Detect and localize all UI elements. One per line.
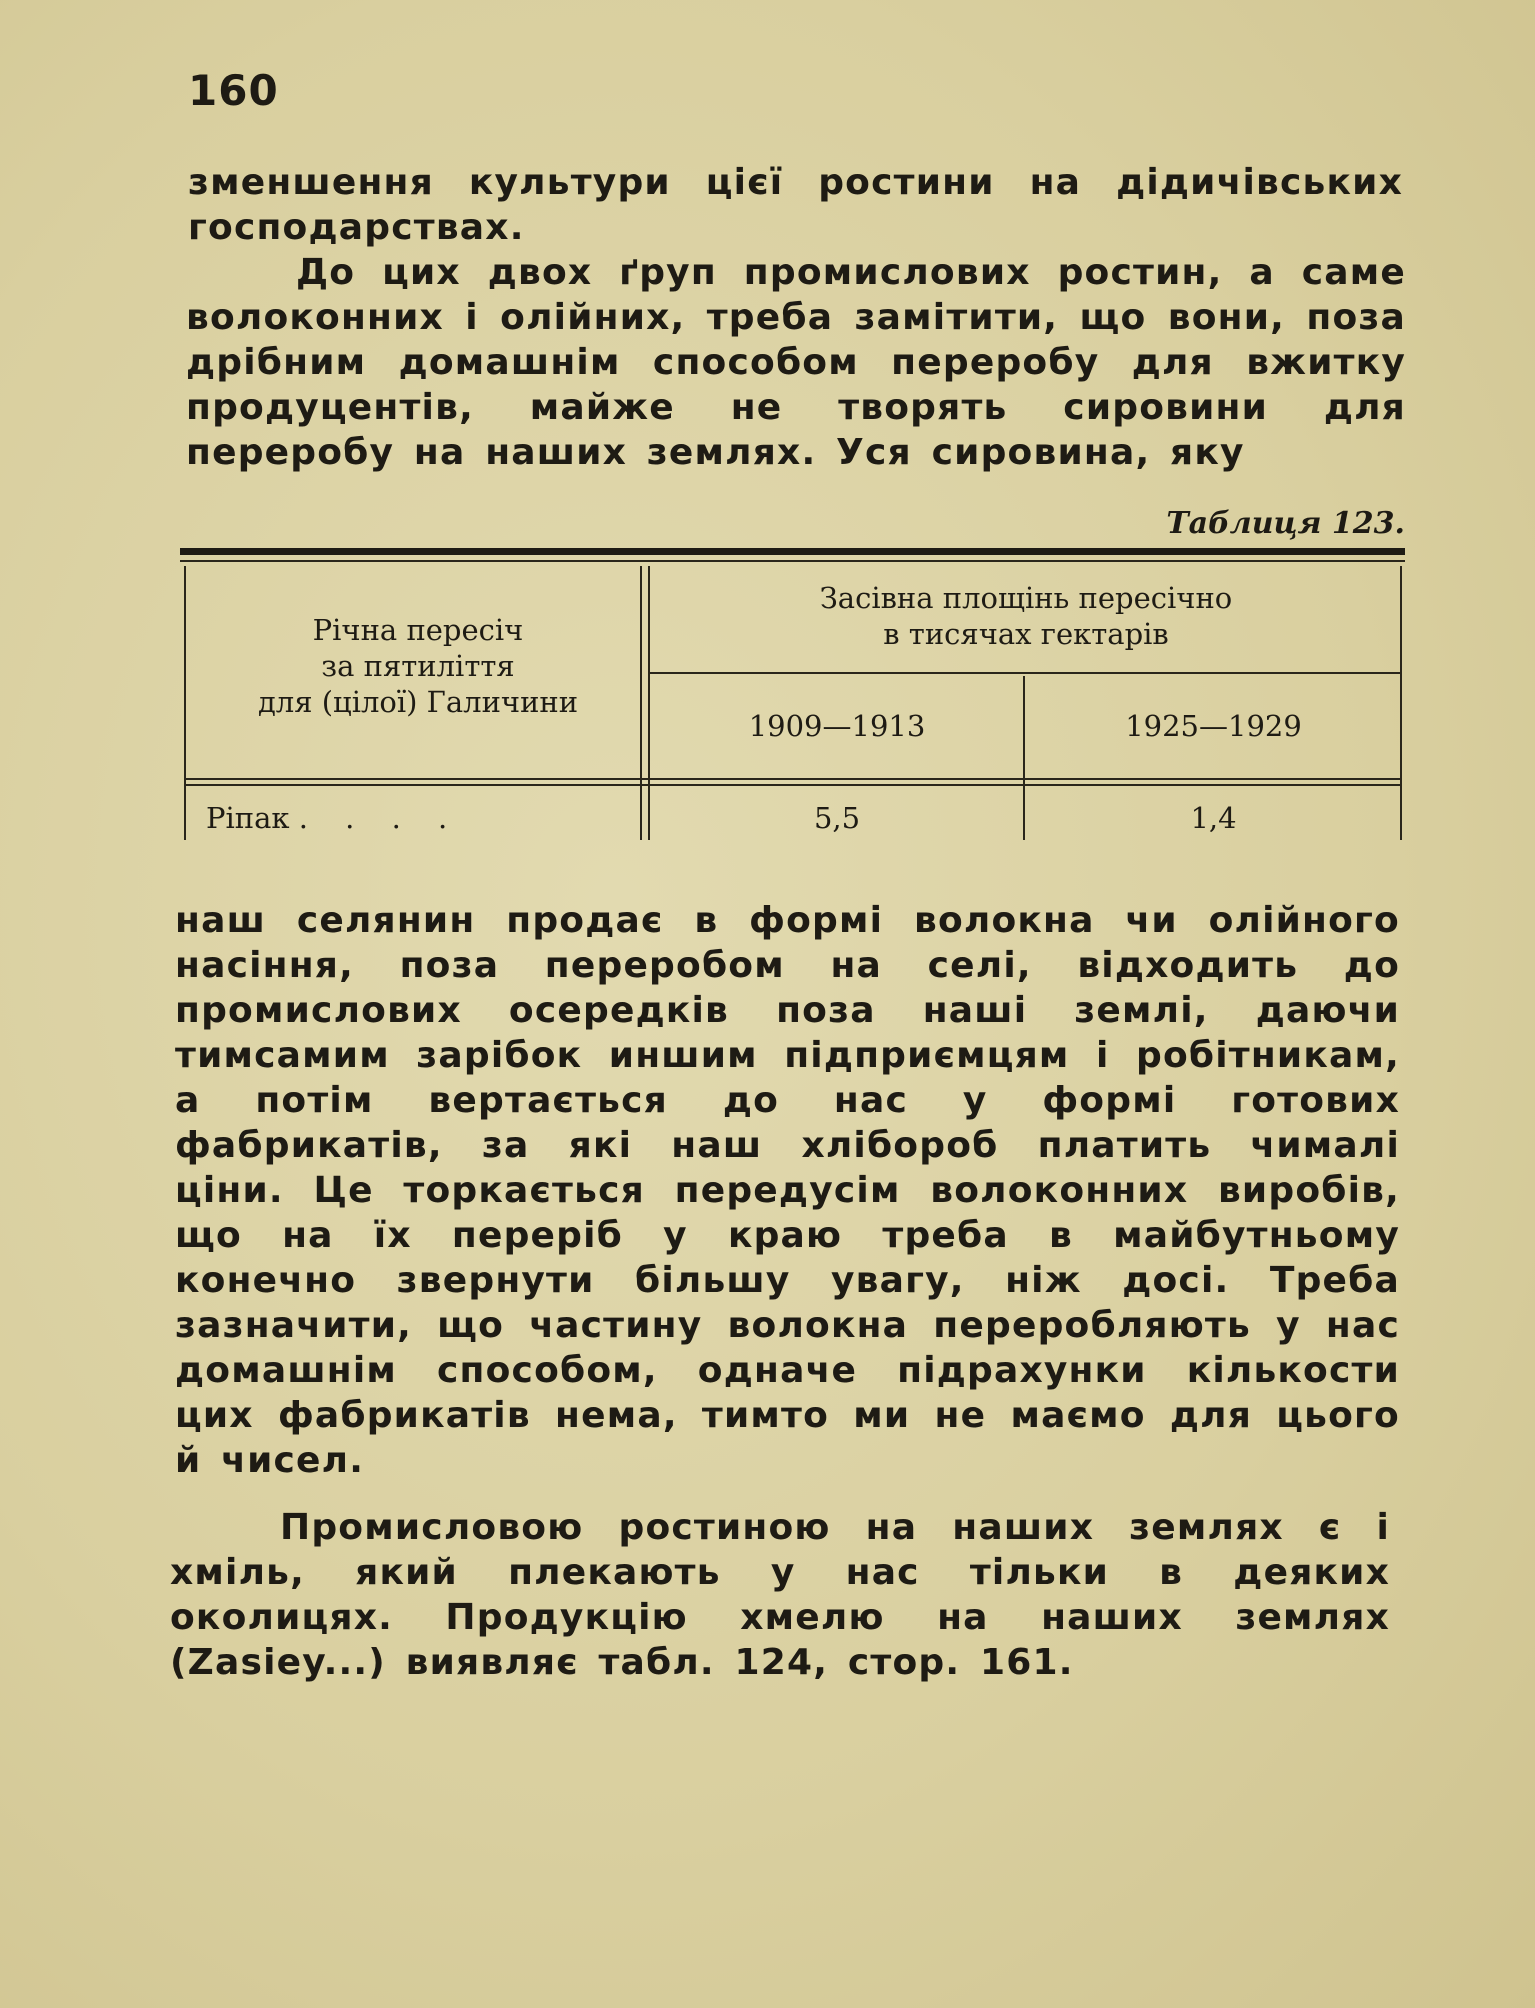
table-stub-header: Річна пересіч за пятиліття для (цілої) Галичини [257, 613, 579, 719]
table-stub-divider [640, 566, 642, 840]
table-column-header-1909-1913: 1909—1913 [748, 709, 926, 743]
table-cell-1925-1929: 1,4 [1190, 801, 1237, 835]
paragraph-4-end: , який плекають у нас тільки в деяких околицях. Продукцію хмелю на наших землях (Zasiey...) виявляє табл. 124, стор. 161. [170, 1552, 1390, 1683]
paragraph-1: зменшення культури цієї ростини на дідичівських господарствах. [188, 162, 1403, 248]
paragraph-3: наш селянин продає в формі волокна чи олійного насіння, поза переробом на селі, відходить до промислових осередків поза наші землі, даючи тимсамим зарібок иншим підприємцям і робітникам, а потім вертається до нас у формі готових фабрикатів, за які наш хлібороб платить чималі ціни. Це торкається передусім волоконних виробів, що на їх переріб у краю треба в майбутньому конечно звернути більшу увагу, ніж досі. Треба зазначити, що частину волокна переробляють у нас домашнім способом, одначе підрахунки кількости цих фабрикатів нема, тимто ми не маємо для цього й чисел. [175, 900, 1400, 1481]
paragraph-4-bold-term: хміль [170, 1552, 291, 1593]
table-top-thin-rule [180, 560, 1405, 562]
table-caption: Таблиця 123. [1166, 506, 1405, 541]
row-leader-dots: . . . . [298, 801, 462, 835]
table-left-border [184, 566, 186, 840]
table-column-header-1925-1929: 1925—1929 [1125, 709, 1302, 743]
table-top-rule [180, 548, 1405, 555]
table-group-header: Засівна площінь пересічно в тисячах гектарів [819, 581, 1233, 651]
table-row-label [206, 800, 506, 836]
paragraph-2 [186, 250, 1406, 475]
row-label-text: Ріпак [206, 801, 290, 835]
table-group-header-rule [650, 672, 1402, 674]
paragraph-4 [170, 1505, 1390, 1685]
page-number: 160 [188, 66, 279, 115]
paragraph-2-text: До цих двох ґруп промислових ростин, а саме волоконних і олійних, треба замітити, що вони, поза дрібним домашнім способом переробу для вжитку продуцентів, майже не творять сировини для переробу на наших землях. Уся сировина, яку [186, 252, 1406, 473]
paragraph-4-start: Промисловою ростиною на наших землях є і [280, 1507, 1390, 1548]
table-header-rule-double [186, 784, 1402, 786]
table-cell-1909-1913: 5,5 [813, 801, 861, 835]
table-header-rule [186, 778, 1402, 780]
